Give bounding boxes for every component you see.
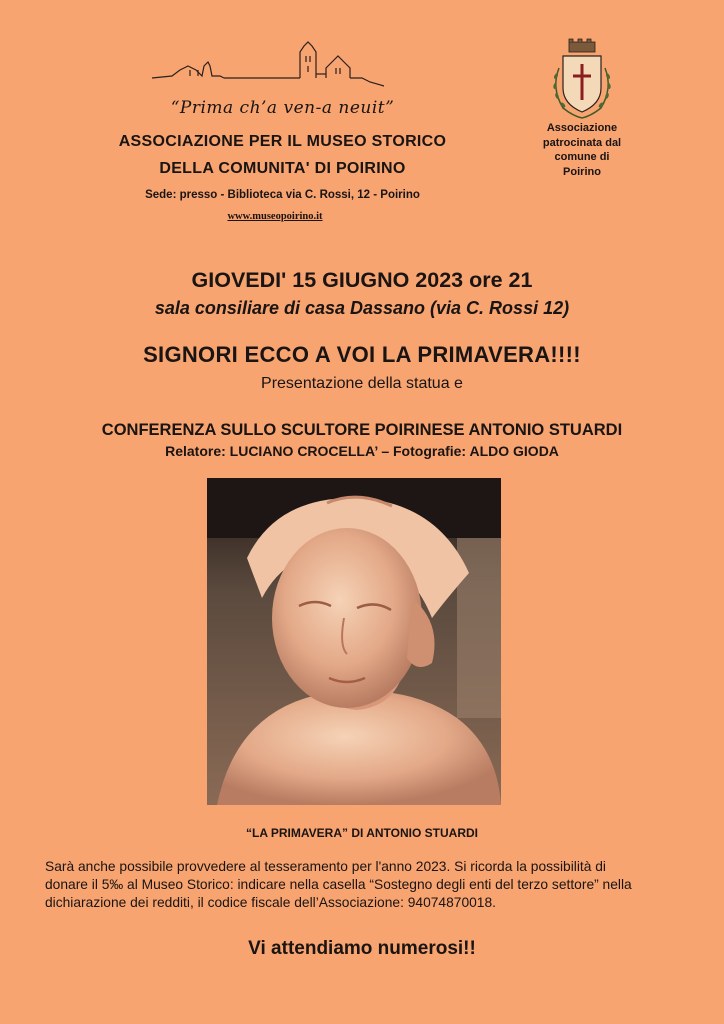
association-name-line-2: DELLA COMUNITA' DI POIRINO xyxy=(159,160,406,177)
patronage-line-2: patrocinata dal xyxy=(542,136,622,149)
patronage-line-3: comune di xyxy=(554,151,610,163)
patronage-note xyxy=(526,121,638,179)
municipal-crest-icon xyxy=(545,38,619,122)
conference-title: CONFERENZA SULLO SCULTORE POIRINESE ANTONIO STUARDI xyxy=(101,421,623,439)
membership-info-line-2: donare il 5‰ al Museo Storico: indicare nella casella “Sostegno degli enti del terzo settore” nella xyxy=(45,877,632,892)
statue-photo xyxy=(207,478,501,805)
membership-info-line-3: dichiarazione dei redditi, il codice fiscale dell’Associazione: 94074870018. xyxy=(45,895,496,910)
membership-info xyxy=(45,858,685,912)
village-skyline-drawing xyxy=(150,40,386,88)
event-date: GIOVEDI' 15 GIUGNO 2023 ore 21 xyxy=(191,268,533,292)
membership-info-line-1: Sarà anche possibile provvedere al tesseramento per l'anno 2023. Si ricorda la possibilità di xyxy=(45,859,606,874)
website-link[interactable]: www.museopoirino.it xyxy=(227,211,323,222)
closing-message: Vi attendiamo numerosi!! xyxy=(248,938,476,959)
event-venue: sala consiliare di casa Dassano (via C. Rossi 12) xyxy=(154,298,570,318)
event-headline: SIGNORI ECCO A VOI LA PRIMAVERA!!!! xyxy=(143,342,581,367)
speaker-credits: Relatore: LUCIANO CROCELLA’ – Fotografie: ALDO GIODA xyxy=(165,443,559,459)
motto: “Prima ch’a ven-a neuit” xyxy=(170,98,395,118)
patronage-line-1: Associazione xyxy=(546,122,618,134)
presentation-text: Presentazione della statua e xyxy=(261,375,463,392)
association-name-line-1: ASSOCIAZIONE PER IL MUSEO STORICO xyxy=(118,133,447,150)
patronage-line-4: Poirino xyxy=(563,165,601,178)
photo-caption: “LA PRIMAVERA” DI ANTONIO STUARDI xyxy=(245,826,478,840)
association-address: Sede: presso - Biblioteca via C. Rossi, 12 - Poirino xyxy=(145,189,420,201)
